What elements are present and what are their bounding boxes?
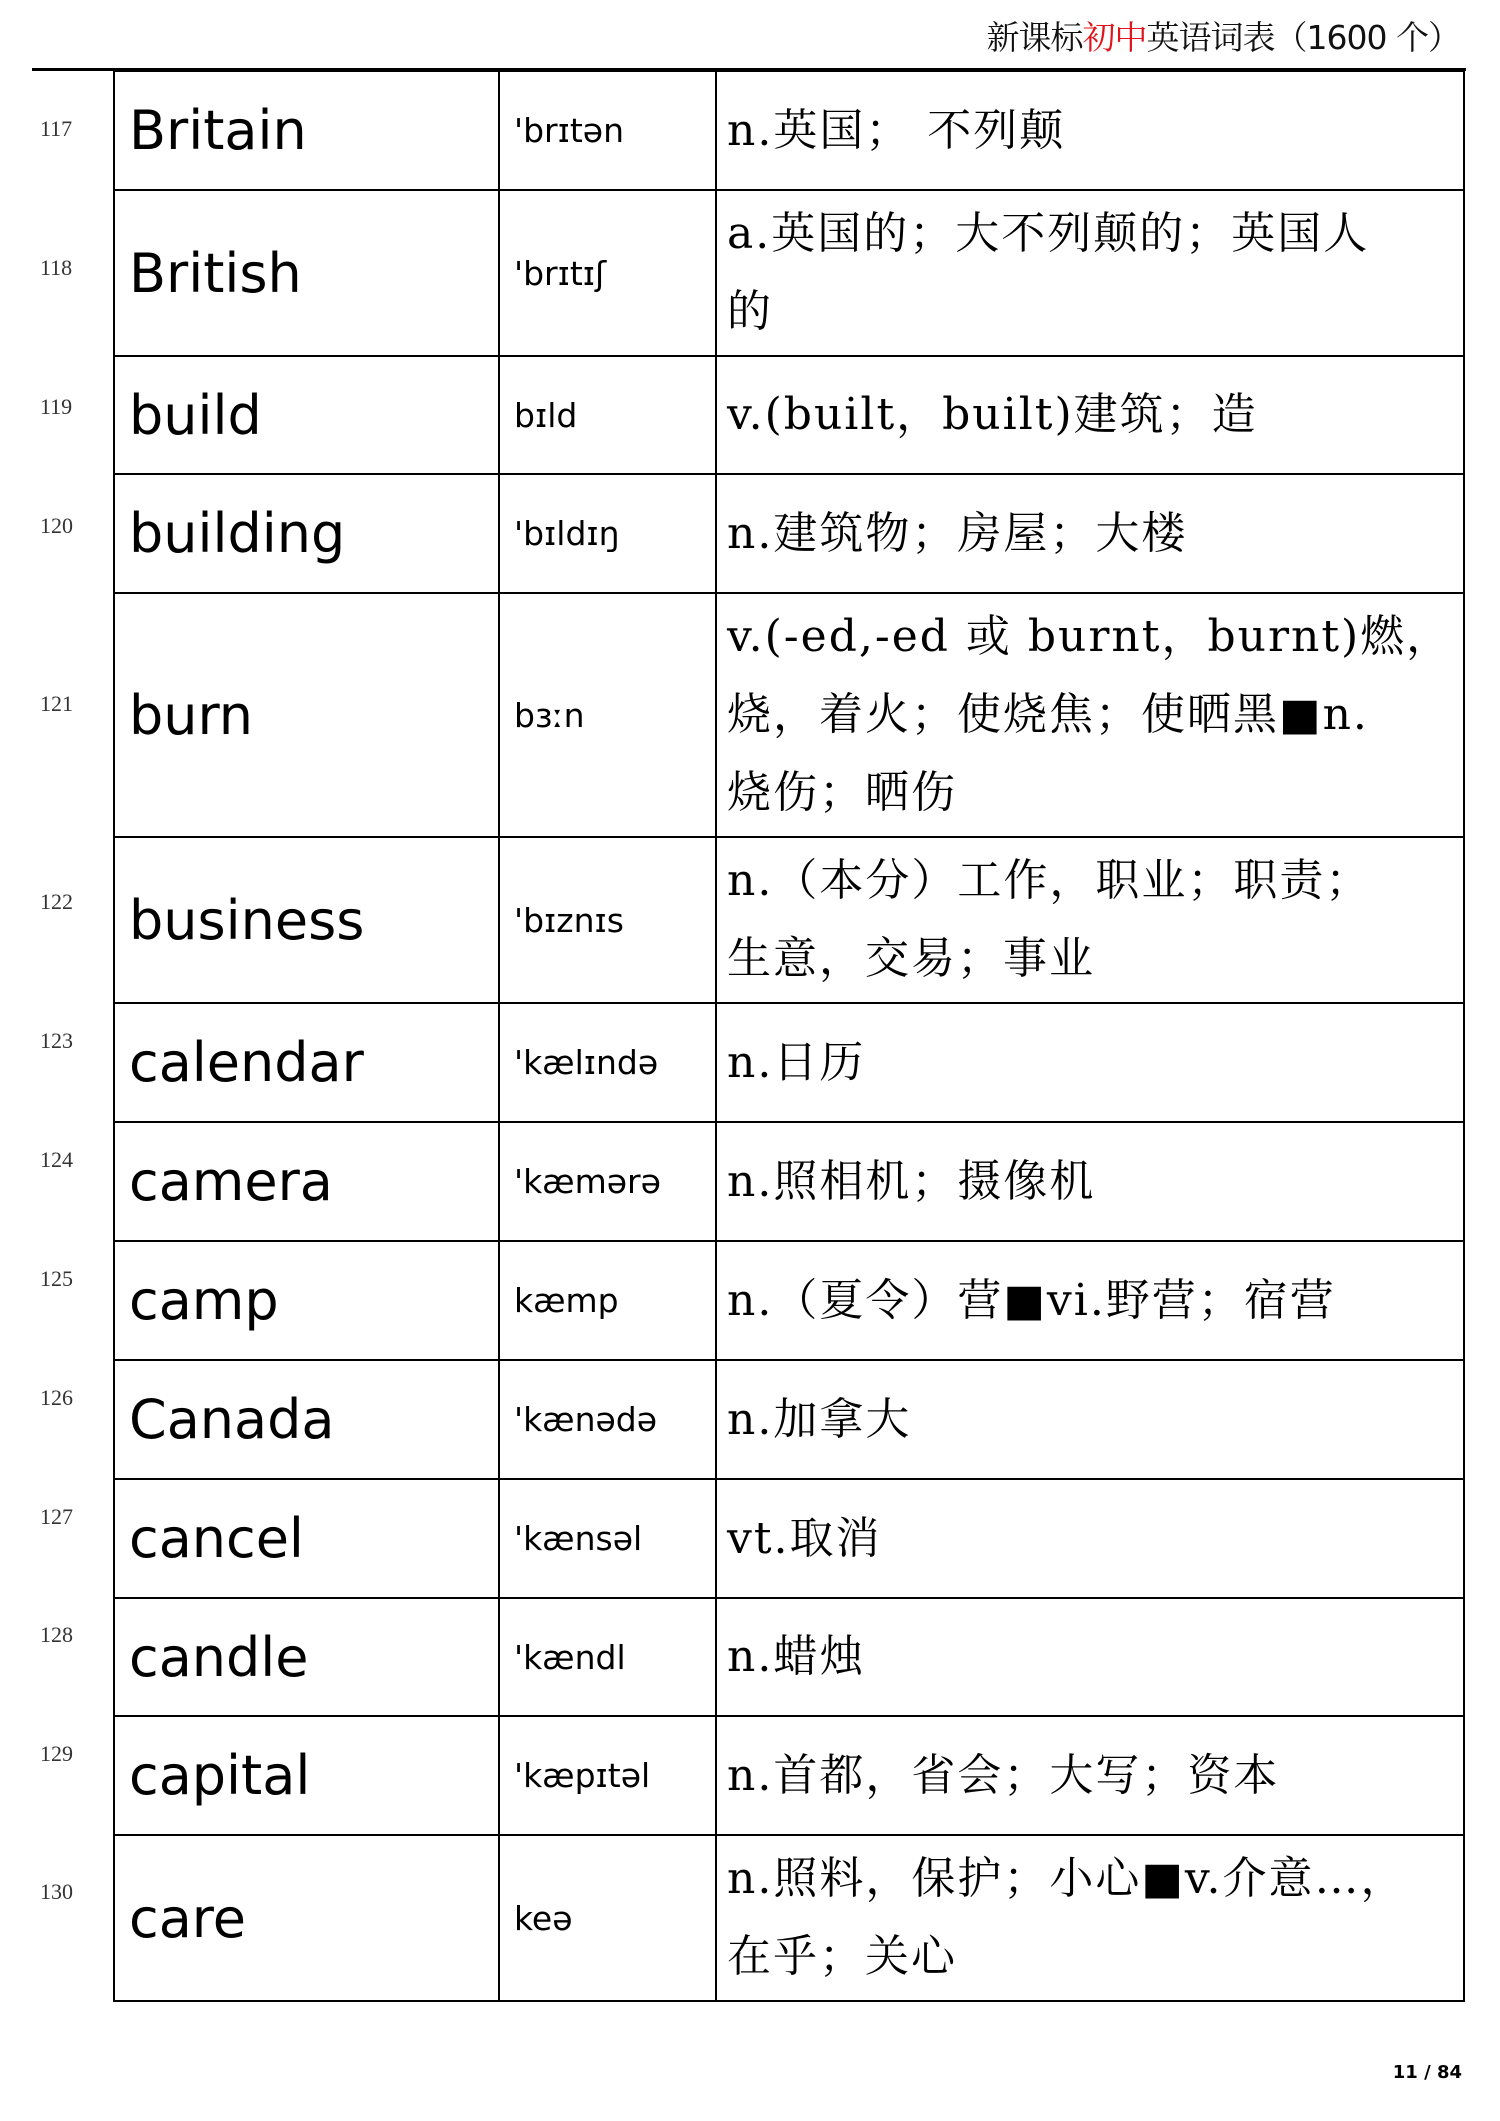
definition-line: 烧伤；晒伤 [727, 767, 957, 818]
phonetic-cell: 'kænədə [499, 1360, 716, 1479]
definition-cell [716, 190, 1464, 356]
row-number: 123 [40, 1027, 73, 1053]
row-number: 128 [40, 1622, 73, 1647]
definition-cell [716, 1360, 1464, 1479]
row-number: 129 [40, 1740, 73, 1766]
phonetic-cell: 'kæmərə [499, 1122, 716, 1241]
row-number: 119 [40, 394, 73, 419]
definition-cell [716, 1716, 1464, 1835]
row-number: 118 [40, 255, 73, 280]
phonetic-cell: bɪld [499, 356, 716, 474]
word-cell: care [114, 1835, 499, 2001]
phonetic-cell: 'brɪtən [499, 71, 716, 190]
definition-line: 烧，着火；使烧焦；使晒黑■n. [727, 689, 1369, 740]
word-cell: calendar [114, 1003, 499, 1122]
row-number: 122 [40, 888, 73, 914]
definition-line: a.英国的；大不列颠的；英国人 [727, 208, 1370, 259]
word-cell: build [114, 356, 499, 474]
table-row [114, 1479, 1464, 1598]
table-row [114, 837, 1464, 1003]
word-cell: Canada [114, 1360, 499, 1479]
vocabulary-table [113, 70, 1465, 2002]
row-number: 117 [40, 115, 73, 141]
table-row [114, 1241, 1464, 1360]
definition-line: n.蜡烛 [727, 1631, 866, 1682]
table-row [114, 71, 1464, 190]
definition-cell [716, 837, 1464, 1003]
row-number: 125 [40, 1265, 73, 1291]
definition-line: n.（夏令）营■vi.野营；宿营 [727, 1274, 1336, 1326]
word-cell: camera [114, 1122, 499, 1241]
word-cell: candle [114, 1598, 499, 1716]
definition-cell [716, 1598, 1464, 1716]
definition-line: n.日历 [727, 1036, 866, 1088]
table-row [114, 1598, 1464, 1716]
phonetic-cell: kæmp [499, 1241, 716, 1360]
definition-line: v.(-ed,-ed 或 burnt，burnt)燃， [727, 611, 1453, 662]
table-row [114, 474, 1464, 593]
word-cell: British [114, 190, 499, 356]
definition-line: v.(built，built)建筑；造 [727, 389, 1258, 440]
definition-cell [716, 1122, 1464, 1241]
phonetic-cell: 'kændl [499, 1598, 716, 1716]
definition-line: 在乎；关心 [727, 1931, 957, 1982]
definition-cell [716, 593, 1464, 837]
definition-line: 生意，交易；事业 [727, 933, 1095, 984]
page-number: 11 / 84 [1392, 2062, 1462, 2083]
phonetic-cell: bɜːn [499, 593, 716, 837]
row-number: 126 [40, 1384, 73, 1410]
table-row [114, 1716, 1464, 1835]
definition-cell [716, 356, 1464, 474]
table-row [114, 1360, 1464, 1479]
table-row [114, 1122, 1464, 1241]
phonetic-cell: 'bɪldɪŋ [499, 474, 716, 593]
definition-line: n.建筑物；房屋；大楼 [727, 507, 1188, 559]
word-cell: cancel [114, 1479, 499, 1598]
table-row [114, 356, 1464, 474]
row-number: 121 [40, 690, 73, 716]
definition-cell [716, 1003, 1464, 1122]
definition-cell [716, 1835, 1464, 2001]
word-cell: capital [114, 1716, 499, 1835]
definition-line: n.首都，省会；大写；资本 [727, 1749, 1280, 1801]
row-number: 130 [40, 1879, 73, 1904]
definition-line: n.照相机；摄像机 [727, 1155, 1096, 1207]
definition-line: n.加拿大 [727, 1393, 912, 1445]
title-part: 新课标 [986, 18, 1083, 57]
table-row [114, 1835, 1464, 2001]
row-number: 120 [40, 512, 73, 538]
definition-line: vt.取消 [727, 1512, 882, 1564]
definition-line: n.照料，保护；小心■v.介意…， [727, 1853, 1407, 1904]
row-number: 127 [40, 1503, 73, 1529]
page-header-title [987, 12, 1460, 59]
table-row [114, 593, 1464, 837]
table-row [114, 190, 1464, 356]
word-cell: Britain [114, 71, 499, 190]
table-row [114, 1003, 1464, 1122]
word-cell: burn [114, 593, 499, 837]
phonetic-cell: 'bɪznɪs [499, 837, 716, 1003]
definition-line: n.（本分）工作，职业；职责； [727, 855, 1372, 906]
definition-cell [716, 1479, 1464, 1598]
word-cell: business [114, 837, 499, 1003]
word-cell: camp [114, 1241, 499, 1360]
phonetic-cell: 'kælɪndə [499, 1003, 716, 1122]
phonetic-cell: keə [499, 1835, 716, 2001]
definition-line: n.英国； 不列颠 [727, 104, 1066, 156]
definition-cell [716, 474, 1464, 593]
definition-line: 的 [727, 286, 773, 337]
definition-cell [716, 1241, 1464, 1360]
title-highlight: 初中 [1082, 18, 1147, 57]
definition-cell [716, 71, 1464, 190]
phonetic-cell: 'kæpɪtəl [499, 1716, 716, 1835]
row-number: 124 [40, 1146, 73, 1172]
title-part: 英语词表（1600 个） [1146, 18, 1460, 57]
word-cell: building [114, 474, 499, 593]
phonetic-cell: 'brɪtɪʃ [499, 190, 716, 356]
phonetic-cell: 'kænsəl [499, 1479, 716, 1598]
